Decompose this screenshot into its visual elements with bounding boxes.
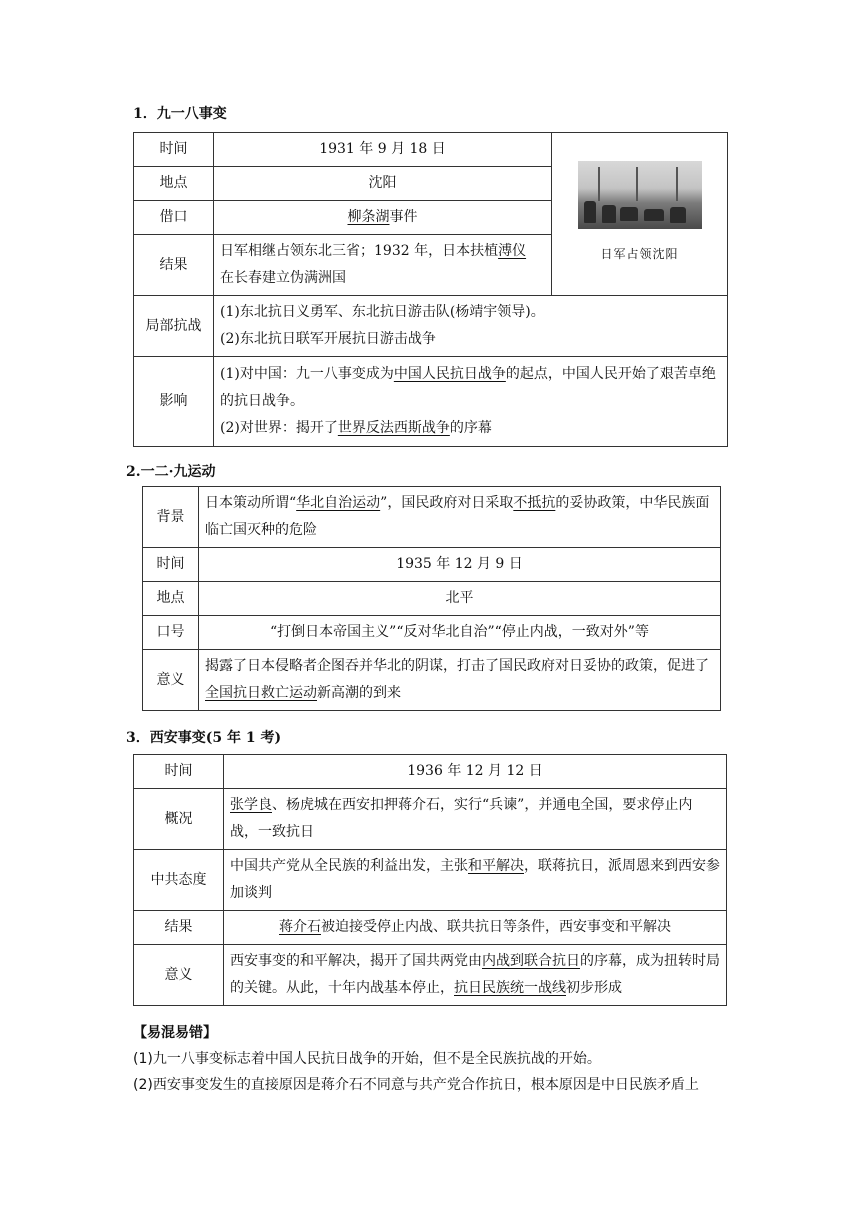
s3-result-value — [224, 911, 727, 945]
s1-pretext-value — [214, 201, 552, 235]
s3-result-label: 结果 — [134, 911, 224, 945]
s1-place-value: 沈阳 — [214, 167, 552, 201]
s1-impact-label: 影响 — [134, 357, 214, 447]
errata-box — [133, 1020, 743, 1098]
s3-overview-rest: 、杨虎城在西安扣押蒋介石，实行“兵谏”，并通电全国，要求停止内战，一致抗日 — [230, 797, 693, 840]
s1-impact-2u: 世界反法西斯战争 — [337, 420, 450, 436]
s2-slogan-label: 口号 — [143, 616, 199, 650]
s1-pretext-rest: 事件 — [389, 209, 418, 225]
s3-result-rest: 被迫接受停止内战、联共抗日等条件，西安事变和平解决 — [321, 919, 671, 935]
s3-result-u: 蒋介石 — [279, 919, 321, 935]
s1-impact-1b: 的起点，中国人民开始了艰苦卓绝的抗日战争。 — [220, 366, 716, 409]
s1-time-value: 1931 年 9 月 18 日 — [214, 133, 552, 167]
errata-line-1: (1)九一八事变标志着中国人民抗日战争的开始，但不是全民族抗战的开始。 — [133, 1051, 601, 1067]
s2-bg-c: 的妥协政策，中华民族面临亡国灭种的危险 — [205, 495, 710, 538]
s3-ccp-a: 中国共产党从全民族的利益出发，主张 — [230, 858, 468, 874]
s2-bg-u2: 不抵抗 — [513, 495, 556, 511]
s2-place-value: 北平 — [199, 582, 721, 616]
errata-line-2: (2)西安事变发生的直接原因是蒋介石不同意与共产党合作抗日，根本原因是中日民族矛盾上 — [133, 1077, 699, 1093]
section3-heading: 3．西安事变(5 年 1 考) — [126, 730, 282, 746]
s1-result-a: 日军相继占领东北三省；1932 年，日本扶植 — [220, 243, 499, 259]
s1-result-underlined: 溥仪 — [498, 243, 527, 259]
s1-place-label: 地点 — [134, 167, 214, 201]
section1-table — [133, 132, 728, 447]
s3-meaning-a: 西安事变的和平解决，揭开了国共两党由 — [230, 953, 482, 969]
s1-local-1: (1)东北抗日义勇军、东北抗日游击队(杨靖宇领导)。 — [220, 304, 545, 320]
s3-overview-value — [224, 789, 727, 850]
s1-local-value — [214, 296, 728, 357]
s2-meaning-value — [199, 650, 721, 711]
s2-place-label: 地点 — [143, 582, 199, 616]
s3-meaning-label: 意义 — [134, 945, 224, 1006]
s2-time-value: 1935 年 12 月 9 日 — [199, 548, 721, 582]
s3-ccp-u: 和平解决 — [468, 858, 524, 874]
s3-meaning-value — [224, 945, 727, 1006]
occupation-photo — [578, 161, 702, 229]
s2-time-label: 时间 — [143, 548, 199, 582]
section2-table — [142, 486, 721, 711]
s2-meaning-a: 揭露了日本侵略者企图吞并华北的阴谋，打击了国民政府对日妥协的政策，促进了 — [205, 658, 709, 674]
s1-impact-2a: (2)对世界：揭开了 — [220, 420, 338, 436]
s2-bg-label: 背景 — [143, 487, 199, 548]
s1-impact-1a: (1)对中国：九一八事变成为 — [220, 366, 394, 382]
s1-local-label: 局部抗战 — [134, 296, 214, 357]
s3-ccp-value — [224, 850, 727, 911]
s2-slogan-value: “打倒日本帝国主义”“反对华北自治”“停止内战，一致对外”等 — [199, 616, 721, 650]
section3-table — [133, 754, 727, 1006]
s3-ccp-b: ，联蒋抗日，派周恩来到西安参加谈判 — [230, 858, 720, 901]
s3-time-label: 时间 — [134, 755, 224, 789]
s3-meaning-c: 初步形成 — [566, 980, 622, 996]
s3-meaning-u2: 抗日民族统一战线 — [454, 980, 566, 996]
s2-meaning-label: 意义 — [143, 650, 199, 711]
s3-overview-u: 张学良 — [230, 797, 272, 813]
photo-caption: 日军占领沈阳 — [600, 246, 679, 261]
errata-title: 【易混易错】 — [133, 1025, 217, 1041]
section1-heading: 1．九一八事变 — [133, 106, 227, 122]
s2-bg-a: 日本策动所谓“ — [205, 495, 297, 511]
s2-meaning-u: 全国抗日救亡运动 — [205, 685, 317, 701]
s1-pretext-underlined: 柳条湖 — [347, 209, 390, 225]
s1-impact-1u: 中国人民抗日战争 — [393, 366, 506, 382]
s1-impact-value — [214, 357, 728, 447]
s3-time-value: 1936 年 12 月 12 日 — [224, 755, 727, 789]
s1-time-label: 时间 — [134, 133, 214, 167]
section2-heading: 2.一二·九运动 — [126, 464, 216, 480]
s3-meaning-b: 的序幕，成为扭转时局的关键。从此，十年内战基本停止， — [230, 953, 720, 996]
s1-result-b: 在长春建立伪满洲国 — [220, 270, 346, 286]
s2-meaning-b: 新高潮的到来 — [317, 685, 401, 701]
s1-result-label: 结果 — [134, 235, 214, 296]
s1-impact-2b: 的序幕 — [449, 420, 492, 436]
s2-bg-value — [199, 487, 721, 548]
s2-bg-b: ”，国民政府对日采取 — [380, 495, 514, 511]
s1-local-2: (2)东北抗日联军开展抗日游击战争 — [220, 331, 436, 347]
s1-result-value — [214, 235, 552, 296]
s3-meaning-u1: 内战到联合抗日 — [482, 953, 580, 969]
s2-bg-u1: 华北自治运动 — [296, 495, 381, 511]
s3-overview-label: 概况 — [134, 789, 224, 850]
s1-pretext-label: 借口 — [134, 201, 214, 235]
s3-ccp-label: 中共态度 — [134, 850, 224, 911]
photo-cell — [552, 133, 728, 296]
